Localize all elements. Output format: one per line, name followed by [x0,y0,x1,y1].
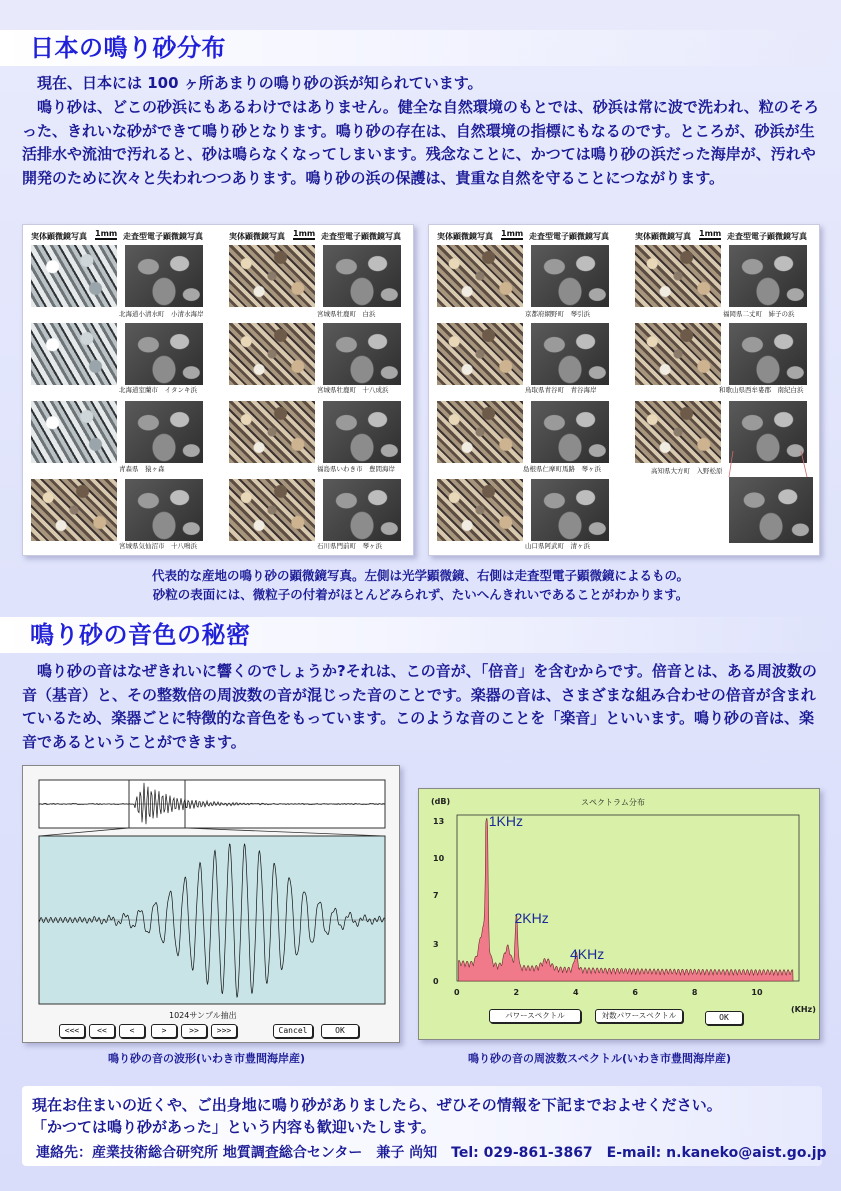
optical-photo [437,323,523,385]
distribution-paragraph: 鳴り砂は、どこの砂浜にもあるわけではありません。健全な自然環境のもとでは、砂浜は常に波で洗われ、粒のそろった、きれいな砂ができて鳴り砂となります。鳴り砂の存在は、自然環境の指標にもなるのです。ところが、砂浜が生活排水や流油で汚れると、砂は鳴らなくなってしまいます。残念なことに、かつては鳴り砂の浜だった海岸が、汚れや開発のために次々と失われつつあります。鳴り砂の浜の保護は、貴重な自然を守ることにつながります。 [22,98,819,187]
optical-photo [635,323,721,385]
nav-next-fast-button[interactable]: >> [181,1024,207,1038]
spectrum-title: スペクトラム分布 [581,798,645,807]
optical-photo [437,401,523,463]
y-tick-label: 0 [433,977,439,986]
sem-photo [323,479,401,541]
photo-panel-left [22,224,414,556]
col-head-sem: 走査型電子顕微鏡写真 [321,232,401,241]
sem-photo [531,245,609,307]
section-title-distribution: 日本の鳴り砂分布 [0,30,841,66]
col-head-optical: 実体顕微鏡写真 [31,232,87,241]
nav-prev-button[interactable]: < [119,1024,145,1038]
contact-address: 連絡先：産業技術総合研究所 地質調査総合センター 兼子 尚知 Tel: 029-861-3867 E-mail: n.kaneko@aist.go.jp [36,1145,827,1161]
zoom-lines [725,449,815,479]
location-caption: 北海道室蘭市 イタンキ浜 [119,386,197,394]
optical-photo [229,323,315,385]
peak-label: 4KHz [569,945,605,962]
x-tick-label: 6 [632,988,639,997]
sem-photo [729,245,807,307]
location-caption: 山口県阿武町 清ヶ浜 [525,542,590,550]
location-caption: 高知県大方町 入野松原 [651,467,723,475]
location-caption: 福島県いわき市 豊間海岸 [317,465,395,473]
sem-photo [323,245,401,307]
sem-photo [531,479,609,541]
col-head-optical: 実体顕微鏡写真 [229,232,285,241]
section-title-tone: 鳴り砂の音色の秘密 [0,617,841,653]
ok-button[interactable]: OK [321,1024,359,1038]
sample-label: 1024サンプル抽出 [169,1011,237,1020]
location-caption: 宮城県牡鹿町 十八成浜 [317,386,389,394]
nav-last-button[interactable]: >>> [211,1024,237,1038]
optical-photo [31,245,117,307]
log-power-spectrum-button[interactable]: 対数パワースペクトル [595,1009,683,1023]
x-tick-label: 8 [691,988,698,997]
contact-welcome: 「かつては鳴り砂があった」という内容も歓迎いたします。 [32,1118,436,1136]
location-caption: 宮城県牡鹿町 白浜 [317,310,376,318]
spectrum-ok-button[interactable]: OK [705,1011,743,1025]
sem-photo-enlarged [729,477,813,543]
spectrum-panel [418,788,820,1040]
col-head-sem: 走査型電子顕微鏡写真 [123,232,203,241]
waveform-caption: 鳴り砂の音の波形(いわき市豊間海岸産) [108,1052,306,1065]
location-caption: 島根県仁摩町馬路 琴ヶ浜 [523,465,601,473]
x-unit-label: (KHz) [791,1005,816,1014]
photo-caption-1: 代表的な産地の鳴り砂の顕微鏡写真。左側は光学顕微鏡、右側は走査型電子顕微鏡によるもの。 [151,568,689,583]
location-caption: 青森県 猿ヶ森 [119,465,165,473]
sem-photo [531,323,609,385]
location-caption: 福岡県二丈町 姉子の浜 [723,310,795,318]
sem-photo [531,401,609,463]
sem-photo [323,401,401,463]
x-tick-label: 10 [751,988,763,997]
tone-paragraph: 鳴り砂の音はなぜきれいに響くのでしょうか?それは、この音が、「倍音」を含むからです。倍音とは、ある周波数の音（基音）と、その整数倍の周波数の音が混じった音のことです。楽器の音は、さまざまな組み合わせの倍音が含まれているため、楽器ごとに特徴的な音色をもっています。このような音のことを「楽音」といいます。鳴り砂の音は、楽音であるということができます。 [22,662,817,751]
x-tick-label: 0 [454,988,460,997]
nav-next-button[interactable]: > [151,1024,177,1038]
scale-bar: 1mm [699,229,722,238]
location-caption: 鳥取県青谷町 青谷海岸 [525,386,597,394]
waveform-panel [22,765,400,1043]
spectrum-caption: 鳴り砂の音の周波数スペクトル(いわき市豊間海岸産) [468,1052,732,1065]
x-tick-label: 2 [513,988,520,997]
y-tick-label: 13 [433,817,445,827]
nav-prev-fast-button[interactable]: << [89,1024,115,1038]
intro-paragraph: 現在、日本には 100 ヶ所あまりの鳴り砂の浜が知られています。 [37,74,483,92]
sem-photo [125,245,203,307]
location-caption: 京都府網野町 琴引浜 [525,310,590,318]
photo-panel-right [428,224,820,556]
scale-bar: 1mm [293,229,316,238]
y-unit-label: (dB) [431,797,451,806]
col-head-sem: 走査型電子顕微鏡写真 [727,232,807,241]
sem-photo [125,479,203,541]
peak-label: 1KHz [488,813,523,830]
optical-photo [437,479,523,541]
col-head-optical: 実体顕微鏡写真 [635,232,691,241]
photo-caption-2: 砂粒の表面には、微粒子の付着がほとんどみられず、たいへんきれいであることがわかります。 [152,587,689,602]
sem-photo [729,323,807,385]
x-tick-label: 4 [572,988,579,997]
optical-photo [31,479,117,541]
optical-photo [437,245,523,307]
location-caption: 北海道小清水町 小清水海岸 [119,310,204,318]
scale-bar: 1mm [95,229,118,238]
col-head-sem: 走査型電子顕微鏡写真 [529,232,609,241]
sem-photo [323,323,401,385]
optical-photo [31,323,117,385]
peak-label: 2KHz [514,910,549,927]
spectrum-chart [419,789,821,1041]
power-spectrum-button[interactable]: パワースペクトル [489,1009,581,1023]
location-caption: 和歌山県西牟婁郡 南紀白浜 [719,386,804,394]
waveform-svg [23,766,401,1044]
optical-photo [635,245,721,307]
y-tick-label: 3 [433,940,439,950]
nav-first-button[interactable]: <<< [59,1024,85,1038]
optical-photo [229,479,315,541]
location-caption: 宮城県気仙沼市 十八鳴浜 [119,542,197,550]
contact-request: 現在お住まいの近くや、ご出身地に鳴り砂がありましたら、ぜひその情報を下記までおよせください。 [32,1096,722,1114]
location-caption: 石川県門前町 琴ヶ浜 [317,542,382,550]
optical-photo [635,401,721,463]
optical-photo [31,401,117,463]
scale-bar: 1mm [501,229,524,238]
sem-photo [125,401,203,463]
optical-photo [229,401,315,463]
col-head-optical: 実体顕微鏡写真 [437,232,493,241]
y-tick-label: 10 [433,854,445,864]
cancel-button[interactable]: Cancel [273,1024,313,1038]
optical-photo [229,245,315,307]
sem-photo [125,323,203,385]
y-tick-label: 7 [433,890,439,900]
